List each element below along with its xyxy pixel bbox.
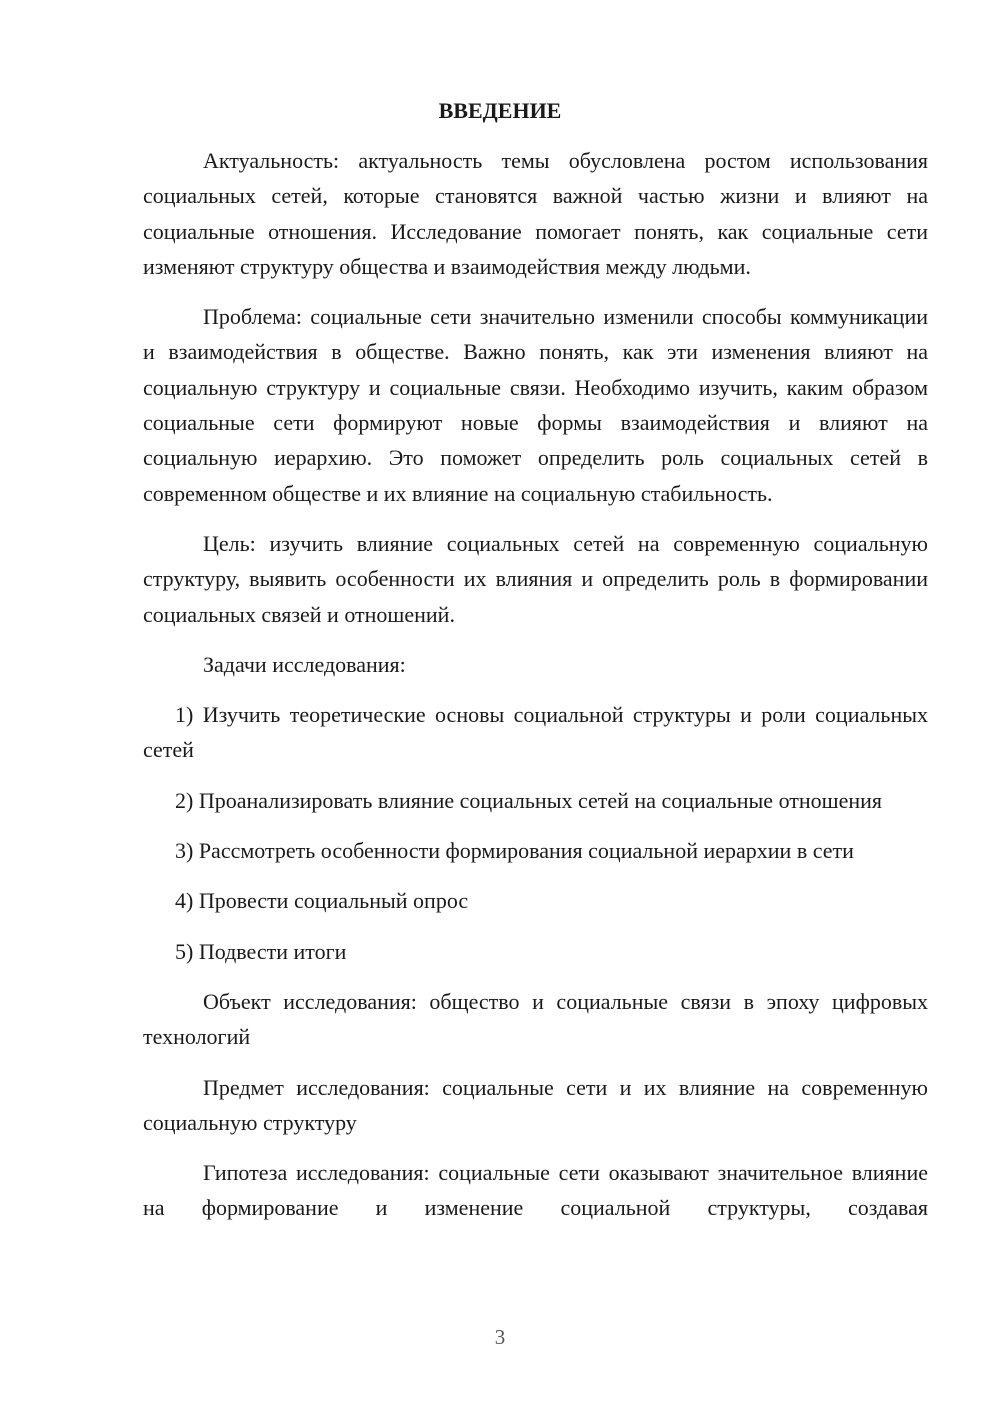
body-text: [143, 143, 928, 1226]
task-item-3: 3) Рассмотреть особенности формирования социальной иерархии в сети: [175, 838, 854, 864]
paragraph-object: Объект исследования: общество и социальные связи в эпоху цифровых технологий: [143, 988, 928, 1050]
task-item-1: 1) Изучить теоретические основы социальной структуры и роли социальных сетей: [143, 702, 928, 763]
paragraph-hypothesis: Гипотеза исследования: социальные сети оказывают значительное влияние на формирование и изменение социальной структуры, создавая: [143, 1160, 928, 1221]
page-number: 3: [494, 1325, 506, 1349]
task-item-4: 4) Провести социальный опрос: [175, 888, 469, 914]
paragraph-subject: Предмет исследования: социальные сети и их влияние на современную социальную структуру: [143, 1074, 928, 1135]
paragraph-problem: Проблема: социальные сети значительно изменили способы коммуникации и взаимодействия в обществе. Важно понять, как эти изменения влияют на социальную структуру и социальные связи. Необходимо изучить, каким образом социальные сети формируют новые формы взаимодействия и влияют на социальную иерархию. Это поможет определить роль социальных сетей в современном обществе и их влияние на социальную стабильность.: [143, 304, 928, 506]
paragraph-goal: Цель: изучить влияние социальных сетей на современную социальную структуру, выявить особенности их влияния и определить роль в формировании социальных связей и отношений.: [143, 530, 928, 627]
page-title: ВВЕДЕНИЕ: [438, 98, 562, 123]
tasks-heading: Задачи исследования:: [203, 651, 406, 677]
task-item-5: 5) Подвести итоги: [175, 938, 347, 964]
task-item-2: 2) Проанализировать влияние социальных сетей на социальные отношения: [175, 787, 883, 813]
paragraph-relevance: Актуальность: актуальность темы обусловлена ростом использования социальных сетей, которые становятся важной частью жизни и влияют на социальные отношения. Исследование помогает понять, как социальные сети изменяют структуру общества и взаимодействия между людьми.: [143, 148, 928, 279]
